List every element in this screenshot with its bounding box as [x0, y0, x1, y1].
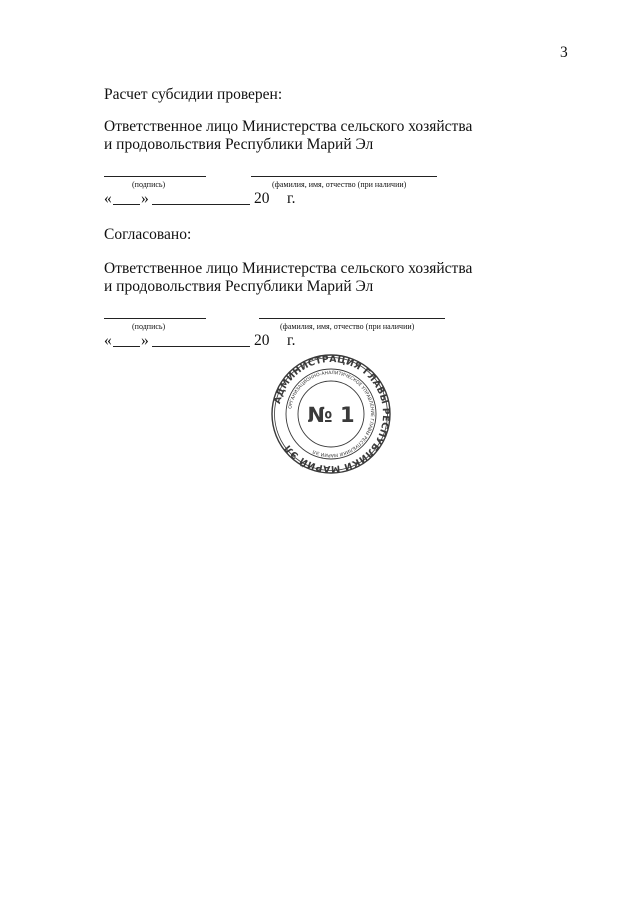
section2-signature-line [104, 318, 206, 319]
section1-year-suffix: г. [287, 190, 296, 207]
section1-official-line1: Ответственное лицо Министерства сельского хозяйства [104, 118, 473, 135]
section1-signature-line [104, 176, 206, 177]
section2-official-line1: Ответственное лицо Министерства сельского хозяйства [104, 260, 473, 277]
section2-year-prefix: 20 [254, 332, 270, 349]
section1-date-close: » [141, 190, 149, 207]
section2-date-close: » [141, 332, 149, 349]
page-number: 3 [560, 44, 568, 61]
section2-year-suffix: г. [287, 332, 296, 349]
section2-date-month-line [152, 346, 250, 347]
seal-inner-text: ОРГАНИЗАЦИОННО-АНАЛИТИЧЕСКОЕ УПРАВЛЕНИЕ ГЛАВЫ РЕСПУБЛИКИ МАРИЙ ЭЛ [288, 370, 375, 458]
section1-date-day-line [113, 204, 140, 205]
section2-heading: Согласовано: [104, 226, 192, 243]
section1-official-line2: и продовольствия Республики Марий Эл [104, 136, 374, 153]
section1-signature-caption: (подпись) [132, 180, 166, 189]
section2-name-caption: (фамилия, имя, отчество (при наличии) [280, 322, 415, 331]
section2-official-line2: и продовольствия Республики Марий Эл [104, 278, 374, 295]
section1-date-open: « [104, 190, 112, 207]
section1-year-prefix: 20 [254, 190, 270, 207]
section2-date-day-line [113, 346, 140, 347]
section2-signature-caption: (подпись) [132, 322, 166, 331]
section1-date-month-line [152, 204, 250, 205]
section2-name-line [259, 318, 445, 319]
seal-center-text: № 1 [307, 403, 355, 427]
official-seal [270, 353, 392, 475]
section1-name-line [251, 176, 437, 177]
section1-name-caption: (фамилия, имя, отчество (при наличии) [272, 180, 407, 189]
seal-outer-text: АДМИНИСТРАЦИЯ ГЛАВЫ РЕСПУБЛИКИ МАРИЙ ЭЛ [272, 353, 392, 475]
section1-heading: Расчет субсидии проверен: [104, 86, 283, 103]
section2-date-open: « [104, 332, 112, 349]
